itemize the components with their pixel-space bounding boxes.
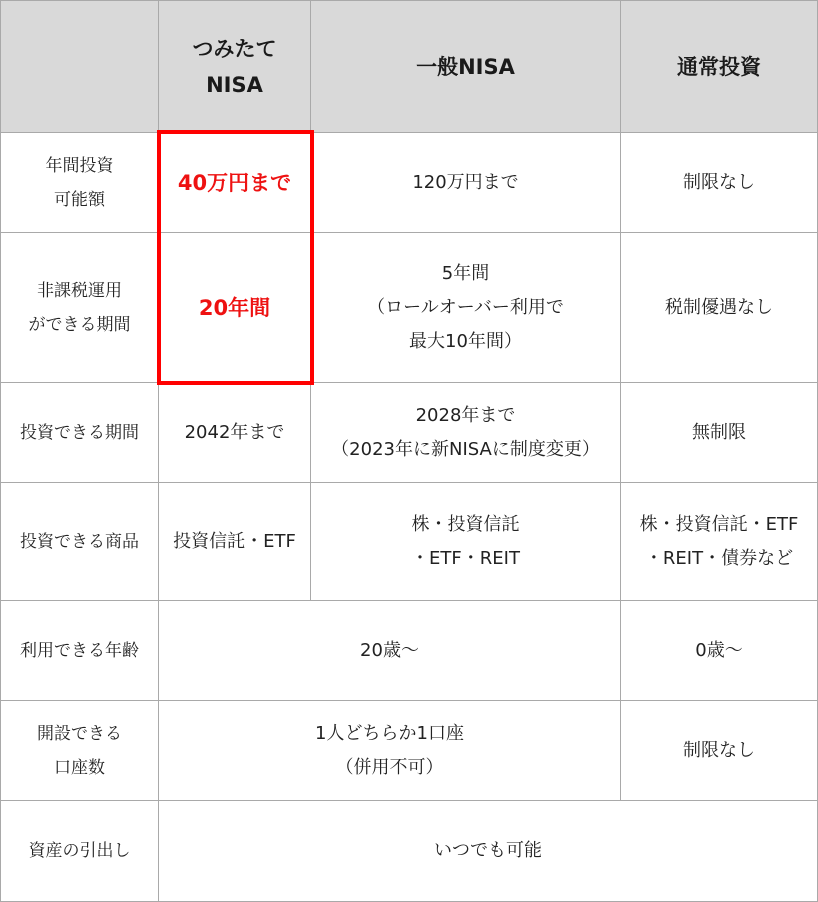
cell-value: いつでも可能 <box>434 840 542 861</box>
row-label-accounts <box>0 701 159 801</box>
cell-value: 2042年まで <box>184 421 285 443</box>
cell-limit-tsumitate <box>159 133 311 233</box>
row-label-text: 年間投資 可能額 <box>45 155 114 210</box>
header-ippan-nisa <box>311 0 621 133</box>
header-tsujo <box>621 0 818 133</box>
row-label-products <box>0 483 159 601</box>
cell-value: 20歳〜 <box>360 639 419 661</box>
cell-value: 株・投資信託・ETF ・REIT・債券など <box>639 513 799 569</box>
cell-highlight-value: 20年間 <box>198 295 271 320</box>
cell-value: 投資信託・ETF <box>173 530 296 552</box>
header-tsumitate-label: つみたて NISA <box>192 36 277 97</box>
row-label-age <box>0 601 159 701</box>
header-tsujo-label: 通常投資 <box>677 54 761 79</box>
cell-taxfree-tsumitate <box>159 233 311 383</box>
row-label-text: 資産の引出し <box>28 841 131 861</box>
cell-products-tsujo <box>621 483 818 601</box>
cell-limit-ippan <box>311 133 621 233</box>
cell-value: 株・投資信託 ・ETF・REIT <box>411 513 520 569</box>
cell-value: 制限なし <box>683 739 755 761</box>
cell-limit-tsujo <box>621 133 818 233</box>
cell-withdraw-all <box>159 801 818 902</box>
cell-value: 0歳〜 <box>695 639 743 661</box>
cell-products-ippan <box>311 483 621 601</box>
row-label-text: 投資できる期間 <box>20 422 139 443</box>
row-label-limit <box>0 133 159 233</box>
cell-products-tsumitate <box>159 483 311 601</box>
cell-value: 2028年まで （2023年に新NISAに制度変更） <box>331 404 600 460</box>
cell-age-tsujo <box>621 601 818 701</box>
cell-taxfree-tsujo <box>621 233 818 383</box>
row-label-withdraw <box>0 801 159 902</box>
row-label-period <box>0 383 159 483</box>
cell-age-nisa <box>159 601 621 701</box>
cell-value: 120万円まで <box>412 171 519 193</box>
cell-accounts-nisa <box>159 701 621 801</box>
cell-value: 無制限 <box>692 421 746 443</box>
cell-value: 5年間 （ロールオーバー利用で 最大10年間） <box>367 262 564 352</box>
row-label-text: 投資できる商品 <box>20 531 139 552</box>
row-label-text: 利用できる年齢 <box>20 640 139 661</box>
cell-taxfree-ippan <box>311 233 621 383</box>
header-ippan-label: 一般NISA <box>416 54 515 79</box>
header-corner <box>0 0 159 133</box>
cell-value: 制限なし <box>683 171 755 193</box>
cell-period-tsumitate <box>159 383 311 483</box>
cell-value: 1人どちらか1口座 （併用不可） <box>315 722 464 778</box>
header-tsumitate-nisa <box>159 0 311 133</box>
cell-period-tsujo <box>621 383 818 483</box>
cell-highlight-value: 40万円まで <box>177 170 292 195</box>
row-label-taxfree <box>0 233 159 383</box>
row-label-text: 非課税運用 ができる期間 <box>28 280 131 335</box>
cell-accounts-tsujo <box>621 701 818 801</box>
cell-period-ippan <box>311 383 621 483</box>
cell-value: 税制優遇なし <box>665 296 773 318</box>
row-label-text: 開設できる 口座数 <box>37 723 122 778</box>
